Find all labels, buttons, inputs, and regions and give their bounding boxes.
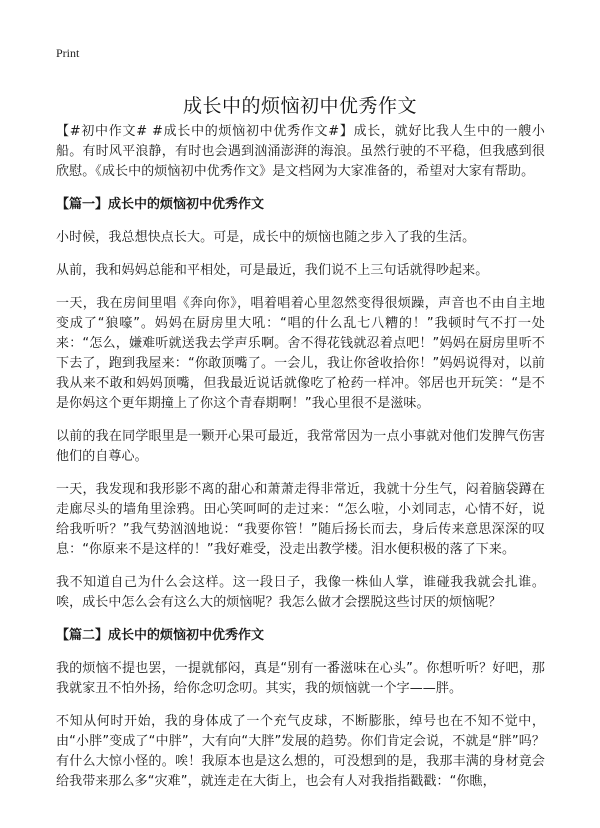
- paragraph: 不知从何时开始，我的身体成了一个充气皮球，不断膨胀，绰号也在不知不觉中，由“小胖”变成了“中胖”，大有向“大胖”发展的趋势。你们肯定会说，不就是“胖”吗？有什么大惊小怪的。唉！我原本也是这么想的，可没想到的是，我那丰满的身材竟会给我带来那么多“灾难”，就连走在大街上，也会有人对我指指戳戳：“你瞧，: [56, 714, 545, 789]
- paragraph: 一天，我在房间里唱《奔向你》，唱着唱着心里忽然变得很烦躁，声音也不由自主地变成了“狼嚎”。妈妈在厨房里大吼：“唱的什么乱七八糟的！”我顿时气不打一处来：“怎么，嫌难听就送我去学声乐啊。舍不得花钱就忍着点吧！”妈妈在厨房里听不下去了，跑到我屋来：“你敢顶嘴了。一会儿，我让你爸收拾你！”妈妈说得对，以前我从来不敢和妈妈顶嘴，但我最近说话就像吃了枪药一样冲。邻居也开玩笑：“是不是你妈这个更年期撞上了你这个青春期啊！”我心里很不是滋味。: [56, 296, 545, 411]
- paragraph: 我不知道自己为什么会这样。这一段日子，我像一株仙人掌，谁碰我我就会扎谁。唉，成长中怎么会有这么大的烦恼呢？我怎么做才会摆脱这些讨厌的烦恼呢？: [56, 575, 545, 610]
- paragraph: 以前的我在同学眼里是一颗开心果可最近，我常常因为一点小事就对他们发脾气伤害他们的自尊心。: [56, 429, 545, 464]
- paragraph: 一天，我发现和我形影不离的甜心和萧萧走得非常近，我就十分生气，闷着脑袋蹲在走廊尽头的墙角里涂鸦。田心笑呵呵的走过来：“怎么啦，小刘同志，心情不好，说给我听听？”我气势汹汹地说：“我要你管！”随后扬长而去，身后传来意思深深的叹息：“你原来不是这样的！”我好难受，没走出教学楼。泪水便积极的落了下来。: [56, 482, 545, 557]
- paragraph: 我的烦恼不提也罢，一提就郁闷，真是“别有一番滋味在心头”。你想听听？好吧，那我就家丑不怕外扬，给你念叨念叨。其实，我的烦恼就一个字——胖。: [56, 661, 545, 696]
- paragraph: 从前，我和妈妈总能和平相处，可是最近，我们说不上三句话就得吵起来。: [56, 263, 489, 278]
- intro-paragraph: 【#初中作文# #成长中的烦恼初中优秀作文#】成长，就好比我人生中的一艘小船。有时风平浪静，有时也会遇到汹涌澎湃的海浪。虽然行驶的不平稳，但我感到很欣慰。《成长中的烦恼初中优秀作文》是文档网为大家准备的，希望对大家有帮助。: [56, 124, 545, 179]
- section-heading: 【篇一】成长中的烦恼初中优秀作文: [56, 197, 265, 212]
- section-two: [56, 626, 545, 792]
- section-heading: 【篇二】成长中的烦恼初中优秀作文: [56, 628, 265, 643]
- print-link[interactable]: Print: [56, 46, 80, 60]
- page-title: 成长中的烦恼初中优秀作文: [182, 94, 417, 117]
- paragraph: 小时候，我总想快点长大。可是，成长中的烦恼也随之步入了我的生活。: [56, 230, 476, 245]
- article-body: [56, 122, 545, 805]
- section-one: [56, 195, 545, 613]
